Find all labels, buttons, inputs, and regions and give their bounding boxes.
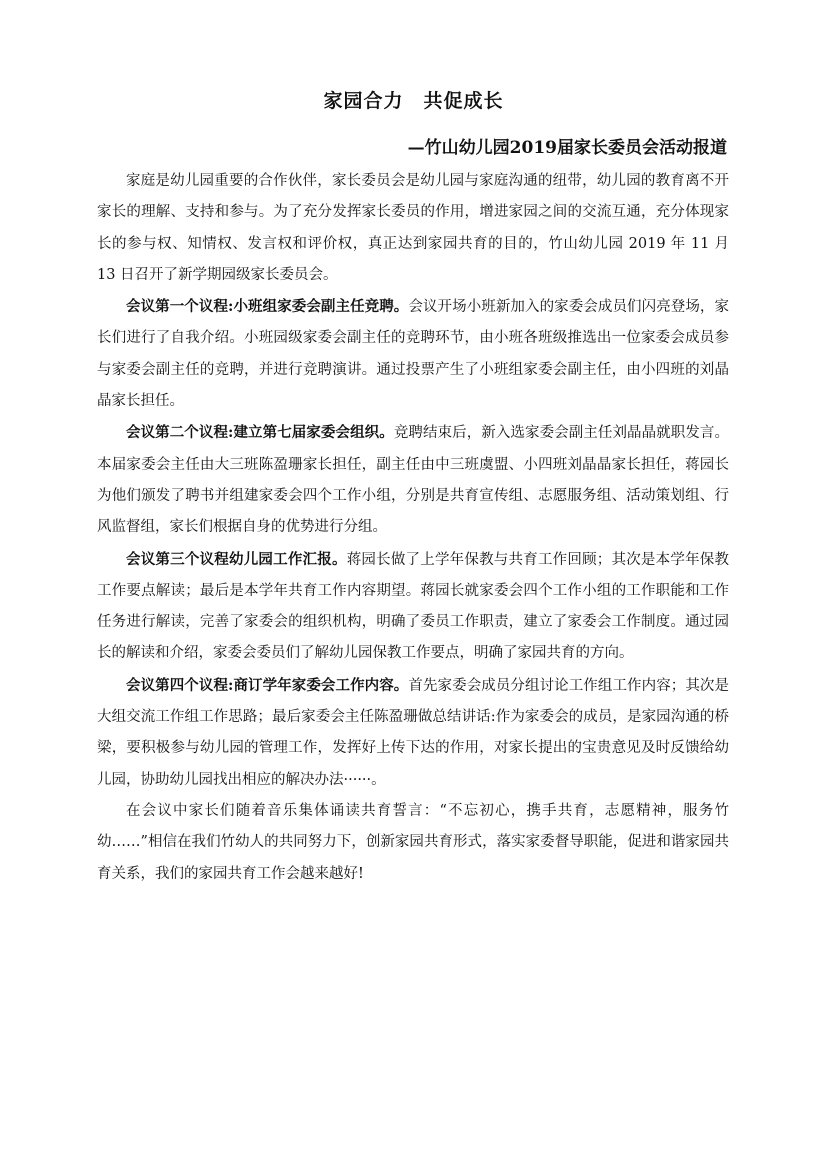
paragraph-agenda-1 [97, 291, 729, 417]
paragraph-agenda-4 [97, 670, 729, 796]
page-subtitle: —竹山幼儿园2019届家长委员会活动报道 [407, 138, 727, 158]
paragraph-text: 竞聘结束后，新入选家委会副主任刘晶晶就职发言。本届家委会主任由大三班陈盈珊家长担任，副主任由中三班虞盟、小四班刘晶晶家长担任，蒋园长为他们颁发了聘书并组建家委会四个工作小组，分别是共育宣传组、志愿服务组、活动策划组、行风监督组，家长们根据自身的优势进行分组。 [97, 425, 729, 536]
paragraph-text: 会议开场小班新加入的家委会成员们闪亮登场，家长们进行了自我介绍。小班园级家委会副主任的竞聘环节，由小班各班级推选出一位家委会成员参与家委会副主任的竞聘，并进行竞聘演讲。通过投票产生了小班组家委会副主任，由小四班的刘晶晶家长担任。 [97, 299, 729, 410]
paragraph-text: 家庭是幼儿园重要的合作伙伴，家长委员会是幼儿园与家庭沟通的纽带，幼儿园的教育离不开家长的理解、支持和参与。为了充分发挥家长委员的作用，增进家园之间的交流互通，充分体现家长的参与权、知情权、发言权和评价权，真正达到家园共育的目的，竹山幼儿园 2019 年 11 月 13 日召开了新学期园级家长委员会。 [97, 173, 729, 283]
paragraph-agenda-3 [97, 544, 729, 670]
agenda-heading: 会议第三个议程幼儿园工作汇报。 [126, 550, 347, 568]
paragraph-intro [97, 166, 729, 291]
article-body [97, 166, 729, 890]
paragraph-text: 在会议中家长们随着音乐集体诵读共育誓言：“不忘初心，携手共育，志愿精神，服务竹幼……”相信在我们竹幼人的共同努力下，创新家园共育形式，落实家委督导职能，促进和谐家园共育关系，我们的家园共育工作会越来越好! [97, 802, 729, 882]
paragraph-text: 首先家委会成员分组讨论工作组工作内容；其次是大组交流工作组工作思路；最后家委会主任陈盈珊做总结讲话:作为家委会的成员，是家园沟通的桥梁，要积极参与幼儿园的管理工作，发挥好上传下达的作用，对家长提出的宝贵意见及时反馈给幼儿园，协助幼儿园找出相应的解决办法······。 [97, 677, 729, 788]
agenda-heading: 会议第四个议程:商订学年家委会工作内容。 [126, 676, 409, 694]
page-title: 家园合力 共促成长 [323, 90, 504, 112]
paragraph-agenda-2 [97, 417, 729, 543]
agenda-heading: 会议第一个议程:小班组家委会副主任竞聘。 [126, 298, 409, 316]
agenda-heading: 会议第二个议程:建立第七届家委会组织。 [126, 424, 394, 442]
paragraph-closing [97, 796, 729, 890]
paragraph-text: 蒋园长做了上学年保教与共育工作回顾；其次是本学年保教工作要点解读；最后是本学年共育工作内容期望。蒋园长就家委会四个工作小组的工作职能和工作任务进行解读，完善了家委会的组织机构，明确了委员工作职责，建立了家委会工作制度。通过园长的解读和介绍，家委会委员们了解幼儿园保教工作要点，明确了家园共育的方向。 [97, 551, 729, 662]
